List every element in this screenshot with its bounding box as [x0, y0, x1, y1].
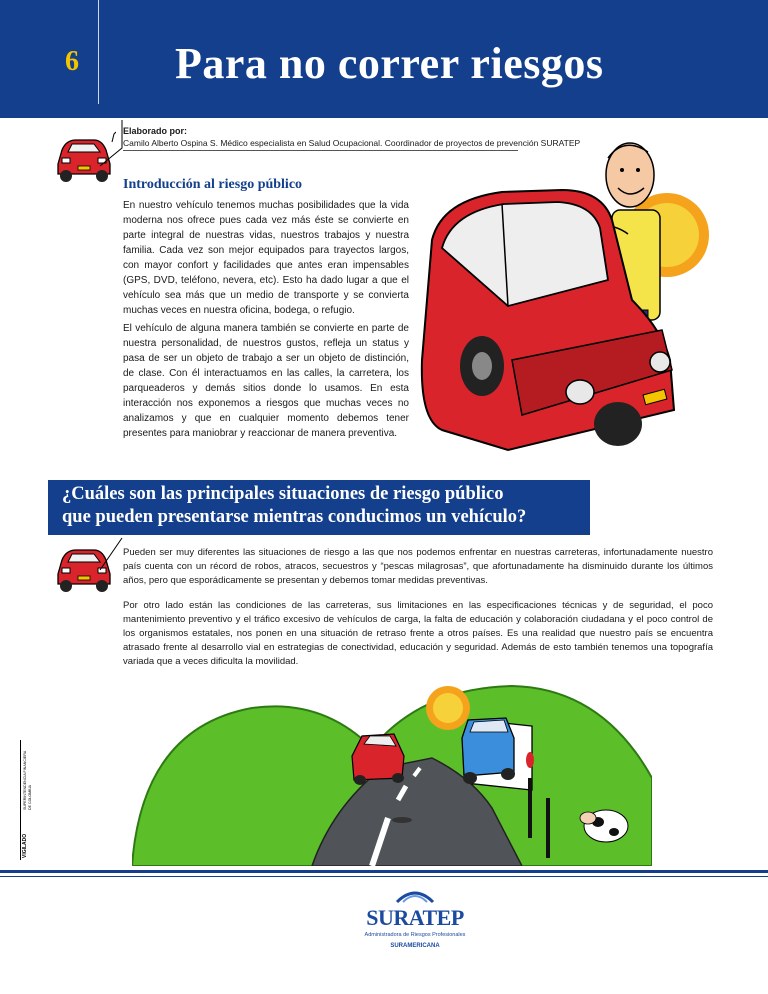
header-divider	[98, 0, 99, 104]
sun-icon-2	[426, 686, 470, 730]
intro-heading: Introducción al riesgo público	[123, 177, 303, 192]
section-heading-line-2: que pueden presentarse mientras conducimos un vehículo?	[62, 507, 527, 527]
speech-pointer-2	[96, 530, 126, 580]
section-paragraph-2: Por otro lado están las condiciones de las carreteras, sus limitaciones en las especificaciones técnicas y de seguridad, el poco mantenimiento preventivo y el tráfico excesivo de vehículos de carga, la falta de educación y colaboración ciudadana y el poco control de los organismos estatales, nos ponen en una situación de retraso frente a otros países. Es una realidad que nuestro país se encuentra atrasado frente al desarrollo vial en estrategias de conectividad, educación y seguridad. Además de esto también tenemos una topografía variada que a veces dificulta la movilidad.	[123, 600, 713, 667]
vigilado-label: VIGILADO	[22, 833, 28, 858]
intro-paragraph-1: En nuestro vehículo tenemos muchas posibilidades que la vida moderna nos ofrece pues cada vez más éste se convierte en parte integral de nuestras vidas, nuestros trabajos y nuestra familia. Cada vez son mejor equipados para trayectos largos, con mayor confort y facilidades que antes eran impensables (GPS, DVD, teléfono, nevera, etc). Esto ha dado lugar a que el vehículo sea más que un medio de transporte y se convierta muchas veces en nuestra oficina, bodega, o refugio.	[123, 200, 409, 316]
footer-rule-thin	[0, 876, 768, 877]
car-and-man-illustration	[412, 130, 742, 460]
logo-tagline: Administradora de Riesgos Profesionales	[364, 932, 466, 938]
logo-mark-icon	[395, 888, 435, 904]
section-paragraph-1: Pueden ser muy diferentes las situaciones de riesgo a las que nos podemos enfrentar en nuestras carreteras, infortunadamente nuestro país cuenta con un récord de robos, atracos, secuestros y “pescas milagrosas”, que afortunadamente ha disminuido durante los últimos años, pero que esporádicamente se presentan y debemos tomar medidas preventivas.	[123, 547, 713, 586]
footer-rule	[0, 870, 768, 873]
vigilado-line1: SUPERINTENDENCIA FINANCIERA	[23, 750, 27, 810]
logo-sub: SURAMERICANA	[390, 943, 440, 949]
vigilado-badge	[20, 740, 34, 860]
page-title: Para no correr riesgos	[175, 39, 604, 88]
author-text: Camilo Alberto Ospina S. Médico especialista en Salud Ocupacional. Coordinador de proyectos de prevención SURATEP	[123, 138, 581, 148]
vigilado-line2: DE COLOMBIA	[28, 785, 32, 810]
speech-pointer	[96, 118, 126, 168]
red-car-small	[352, 734, 404, 785]
road-scene-illustration	[132, 668, 652, 866]
page-number: 6	[65, 46, 79, 77]
truck	[462, 718, 534, 790]
section-heading-line-1: ¿Cuáles son las principales situaciones de riesgo público	[62, 484, 504, 504]
intro-paragraph-2: El vehículo de alguna manera también se convierte en parte de nuestra personalidad, de nuestros gustos, refleja un status y pasa de ser un objeto de trabajo a ser un objeto de distinción, de clase. Con él interactuamos en las calles, la carretera, los parqueaderos y demás sitios donde lo usamos. En esta interacción nos exponemos a riesgos que muchas veces no analizamos y que en cualquier momento debemos tener presentes para maniobrar y reaccionar de manera preventiva.	[123, 323, 409, 439]
logo-brand: SURATEP	[366, 905, 464, 930]
author-label: Elaborado por:	[123, 126, 188, 136]
